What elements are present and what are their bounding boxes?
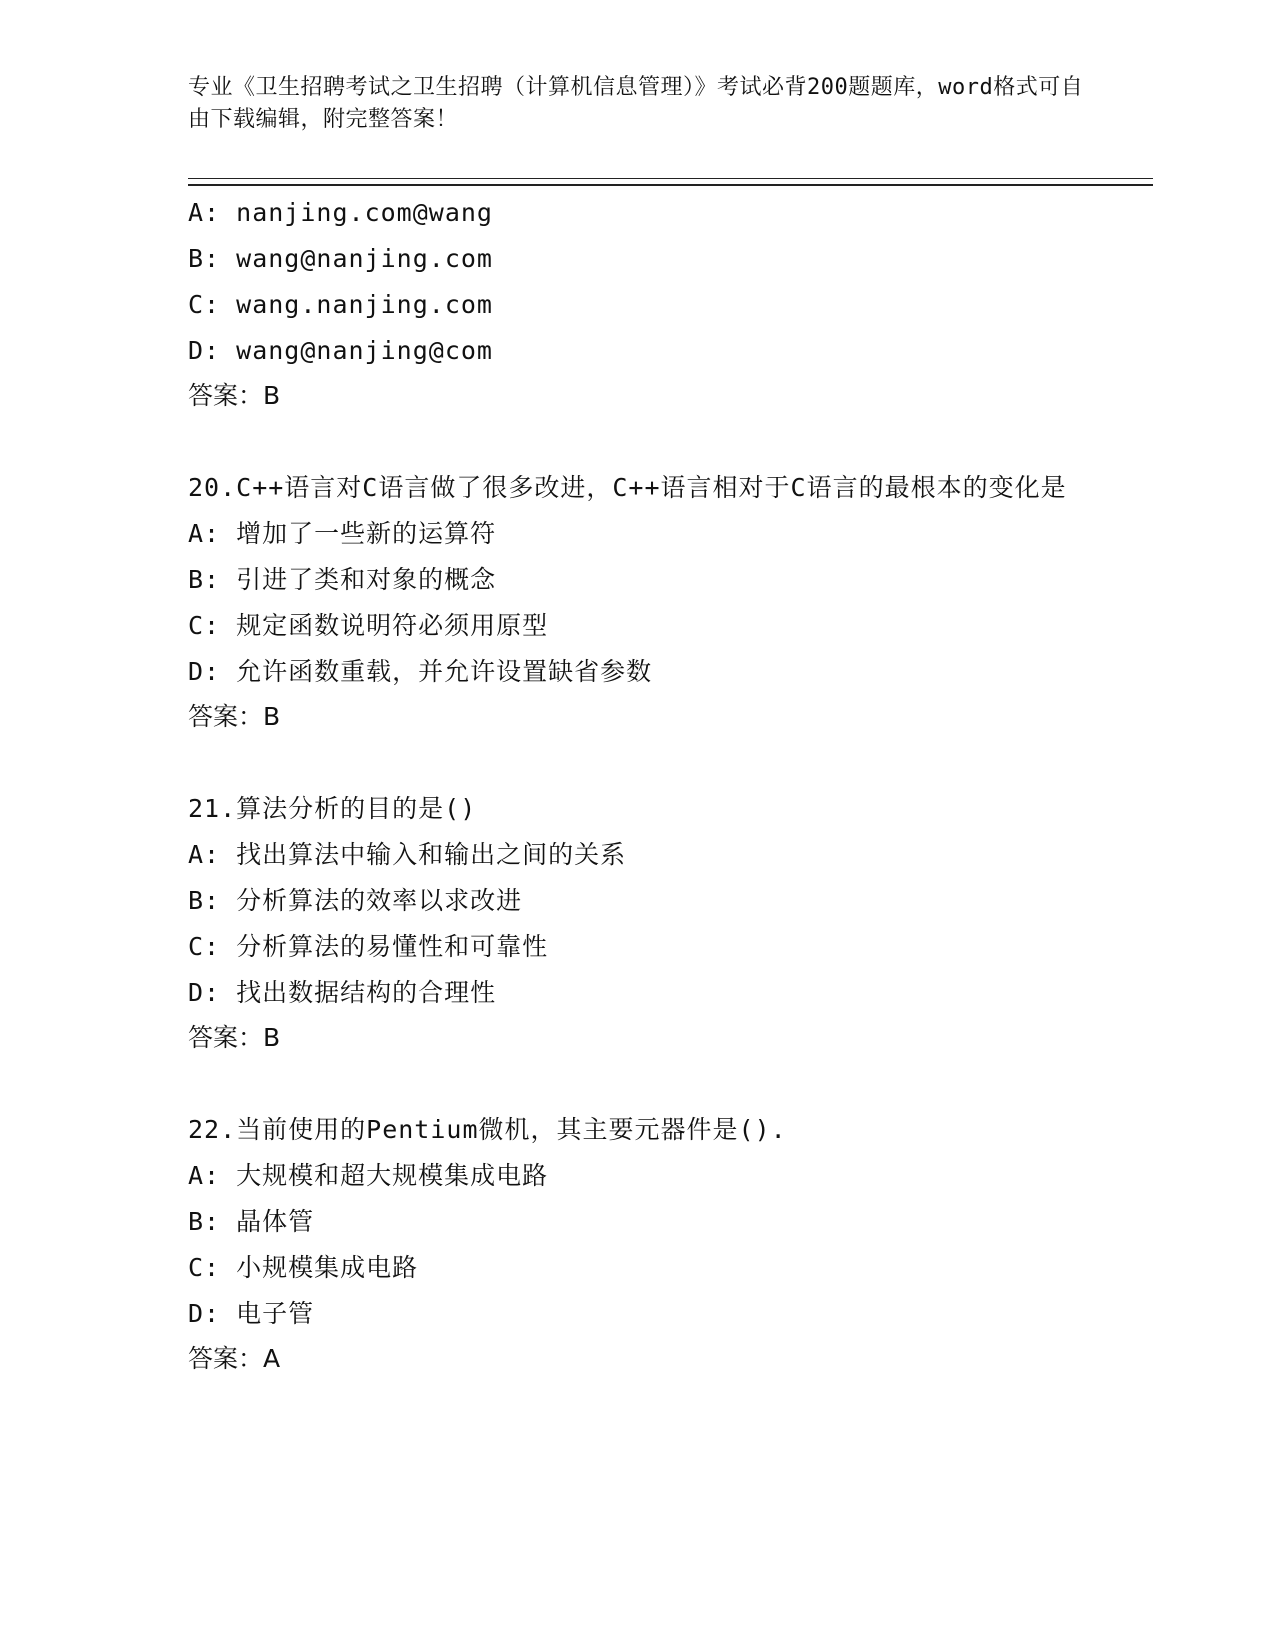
question-19 bbox=[188, 190, 1108, 418]
question-list bbox=[188, 190, 1108, 1381]
answer-line: 答案：A bbox=[188, 1344, 281, 1373]
option-c: C: 小规模集成电路 bbox=[188, 1253, 419, 1282]
option-d: D: 电子管 bbox=[188, 1299, 315, 1328]
option-d: D: 找出数据结构的合理性 bbox=[188, 978, 497, 1007]
option-b: B: 引进了类和对象的概念 bbox=[188, 565, 497, 594]
spacer bbox=[188, 739, 1108, 786]
option-a: A: nanjing.com@wang bbox=[188, 198, 493, 227]
question-21 bbox=[188, 786, 1108, 1060]
spacer bbox=[188, 418, 1108, 465]
question-20 bbox=[188, 465, 1108, 739]
question-title: 22.当前使用的Pentium微机，其主要元器件是(). bbox=[188, 1115, 787, 1144]
option-a: A: 找出算法中输入和输出之间的关系 bbox=[188, 840, 627, 869]
option-a: A: 大规模和超大规模集成电路 bbox=[188, 1161, 549, 1190]
option-a: A: 增加了一些新的运算符 bbox=[188, 519, 497, 548]
option-c: C: 规定函数说明符必须用原型 bbox=[188, 611, 549, 640]
option-d: D: wang@nanjing@com bbox=[188, 336, 493, 365]
option-b: B: wang@nanjing.com bbox=[188, 244, 493, 273]
answer-line: 答案：B bbox=[188, 1023, 281, 1052]
page-header: 专业《卫生招聘考试之卫生招聘（计算机信息管理）》考试必背200题题库，word格式可自由下载编辑，附完整答案！ bbox=[188, 75, 1084, 132]
question-title: 20.C++语言对C语言做了很多改进，C++语言相对于C语言的最根本的变化是 bbox=[188, 473, 1067, 502]
header-divider bbox=[188, 178, 1153, 186]
option-b: B: 分析算法的效率以求改进 bbox=[188, 886, 523, 915]
answer-line: 答案：B bbox=[188, 381, 281, 410]
option-d: D: 允许函数重载，并允许设置缺省参数 bbox=[188, 657, 653, 686]
option-b: B: 晶体管 bbox=[188, 1207, 315, 1236]
question-22 bbox=[188, 1107, 1108, 1381]
question-title: 21.算法分析的目的是() bbox=[188, 794, 477, 823]
option-c: C: 分析算法的易懂性和可靠性 bbox=[188, 932, 549, 961]
option-c: C: wang.nanjing.com bbox=[188, 290, 493, 319]
answer-line: 答案：B bbox=[188, 702, 281, 731]
spacer bbox=[188, 1060, 1108, 1107]
